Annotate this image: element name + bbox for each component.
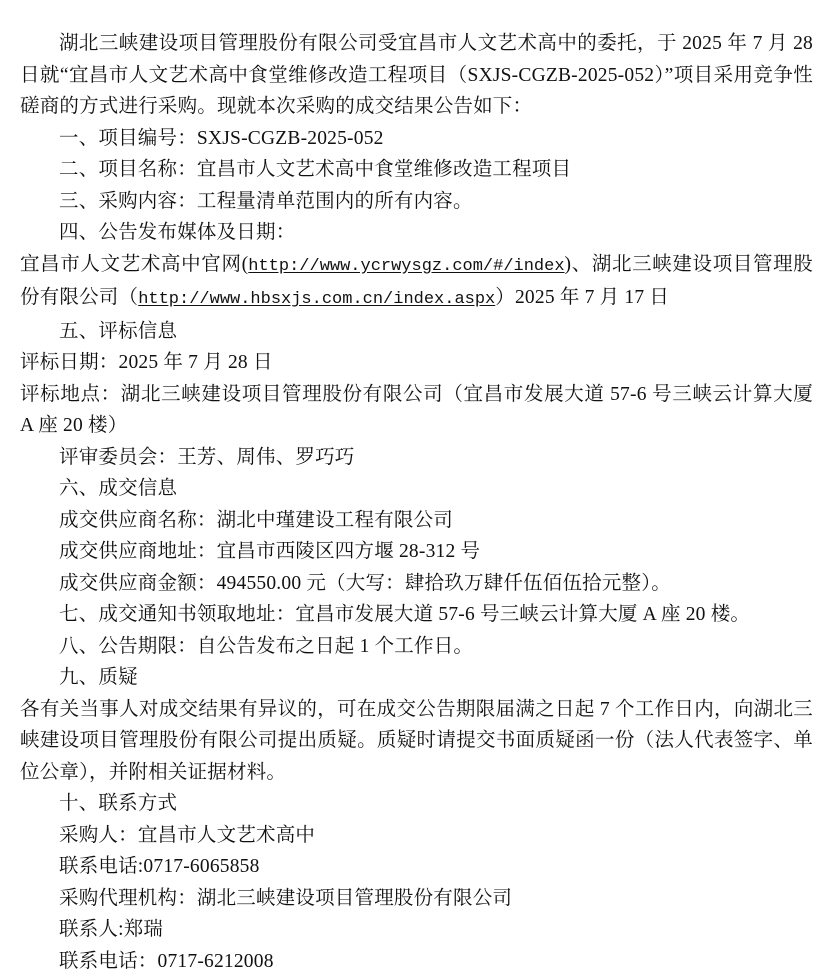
winner-name-row (20, 505, 813, 537)
section-query-paragraph: 各有关当事人对成交结果有异议的，可在成交公告期限届满之日起 7 个工作日内，向湖北三峡建设项目管理股份有限公司提出质疑。质疑时请提交书面质疑函一份（法人代表签字、单位公章），并附相关证据材料。 (20, 694, 813, 789)
section-review-heading: 五、评标信息 (20, 316, 813, 348)
contact-purchaser-row (20, 820, 813, 852)
section-query-heading: 九、质疑 (20, 662, 813, 694)
contact-person-value: :郑瑞 (118, 919, 163, 940)
contact-purchaser-phone-row (20, 851, 813, 883)
contact-agency-row (20, 883, 813, 915)
contact-purchaser-phone-value: 0717-6065858 (143, 856, 259, 877)
contact-purchaser-value: 宜昌市人文艺术高中 (138, 825, 315, 846)
notice-pickup-row (20, 599, 813, 631)
media-line-prefix: 宜昌市人文艺术高中官网( (20, 254, 248, 275)
item-procurement-content-value: 工程量清单范围内的所有内容。 (197, 191, 473, 212)
winner-name-label: 成交供应商名称： (59, 510, 217, 531)
section-contact-heading: 十、联系方式 (20, 788, 813, 820)
review-committee-label: 评审委员会： (59, 447, 177, 468)
item-project-number-label: 一、项目编号： (59, 128, 197, 149)
review-place-value: 湖北三峡建设项目管理股份有限公司（宜昌市发展大道 57-6 号三峡云计算大厦 A 座 20 楼） (20, 384, 813, 437)
notice-pickup-value: 宜昌市发展大道 57-6 号三峡云计算大厦 A 座 20 楼。 (295, 604, 750, 625)
contact-agency-phone-value: 0717-6212008 (158, 951, 274, 972)
winner-address-value: 宜昌市西陵区四方堰 28-312 号 (217, 541, 481, 562)
winner-amount-label: 成交供应商金额： (59, 573, 217, 594)
review-date-value: 2025 年 7 月 28 日 (119, 352, 273, 373)
review-committee-row (20, 442, 813, 474)
review-committee-value: 王芳、周伟、罗巧巧 (177, 447, 354, 468)
contact-agency-phone-label: 联系电话： (59, 951, 158, 972)
item-project-name-label: 二、项目名称： (59, 159, 197, 180)
item-project-number (20, 123, 813, 155)
media-line-suffix: ）2025 年 7 月 17 日 (495, 287, 669, 308)
contact-person-label: 联系人 (59, 919, 118, 940)
agency-website-link[interactable]: http://www.hbsxjs.com.cn/index.aspx (138, 290, 495, 309)
contact-purchaser-label: 采购人： (59, 825, 138, 846)
review-date-row (20, 347, 813, 379)
contact-person-row (20, 914, 813, 946)
item-procurement-content (20, 186, 813, 218)
announcement-period-label: 八、公告期限： (59, 636, 197, 657)
intro-paragraph: 湖北三峡建设项目管理股份有限公司受宜昌市人文艺术高中的委托，于 2025 年 7 月 28 日就“宜昌市人文艺术高中食堂维修改造工程项目（SXJS-CGZB-2025-052）”项目采用竞争性磋商的方式进行采购。现就本次采购的成交结果公告如下： (20, 28, 813, 123)
contact-agency-label: 采购代理机构： (59, 888, 197, 909)
announcement-period-row (20, 631, 813, 663)
official-website-link[interactable]: http://www.ycrwysgz.com/#/index (248, 257, 564, 276)
item-project-name (20, 154, 813, 186)
contact-agency-value: 湖北三峡建设项目管理股份有限公司 (197, 888, 512, 909)
section-media-heading: 四、公告发布媒体及日期： (20, 217, 813, 249)
review-place-label: 评标地点： (20, 384, 121, 405)
winner-amount-row (20, 568, 813, 600)
contact-purchaser-phone-label: 联系电话: (59, 856, 143, 877)
section-result-heading: 六、成交信息 (20, 473, 813, 505)
contact-agency-phone-row (20, 946, 813, 977)
item-procurement-content-label: 三、采购内容： (59, 191, 197, 212)
winner-amount-value: 494550.00 元（大写：肆拾玖万肆仟伍佰伍拾元整）。 (217, 573, 671, 594)
media-line-mid: )、湖北三峡建设项目管理股份有限公司（ (20, 254, 813, 309)
review-date-label: 评标日期： (20, 352, 119, 373)
notice-pickup-label: 七、成交通知书领取地址： (59, 604, 295, 625)
announcement-period-value: 自公告发布之日起 1 个工作日。 (197, 636, 473, 657)
winner-name-value: 湖北中瑾建设工程有限公司 (217, 510, 453, 531)
item-project-number-value: SXJS-CGZB-2025-052 (197, 128, 384, 149)
announcement-body (20, 28, 813, 977)
review-place-row (20, 379, 813, 442)
item-project-name-value: 宜昌市人文艺术高中食堂维修改造工程项目 (197, 159, 571, 180)
section-media-body (20, 249, 813, 316)
winner-address-row (20, 536, 813, 568)
winner-address-label: 成交供应商地址： (59, 541, 217, 562)
